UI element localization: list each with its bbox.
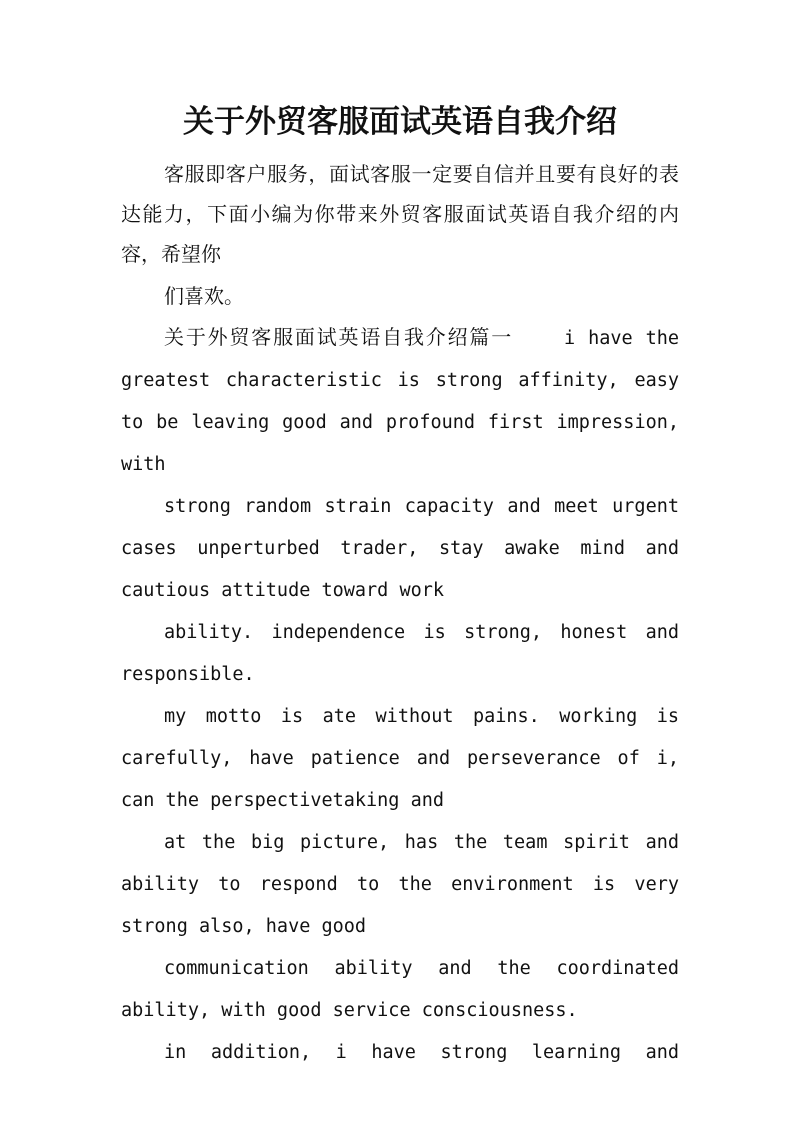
body-paragraph-1: strong random strain capacity and meet urgent cases unperturbed trader, stay awake mind and cautious attitude toward work <box>121 496 679 601</box>
document-body <box>121 154 679 1074</box>
body-paragraph-4: at the big picture, has the team spirit and ability to respond to the environment is very strong also, have good <box>121 832 679 937</box>
body-paragraph-5: communication ability and the coordinated ability, with good service consciousness. <box>121 958 679 1021</box>
section-heading: 关于外贸客服面试英语自我介绍篇一 <box>164 325 514 349</box>
document-title: 关于外贸客服面试英语自我介绍 <box>183 104 617 140</box>
body-paragraph-6: in addition, i have strong learning and <box>164 1042 679 1063</box>
body-paragraph-2: ability. independence is strong, honest and responsible. <box>121 622 679 685</box>
intro-paragraph: 客服即客户服务，面试客服一定要自信并且要有良好的表达能力，下面小编为你带来外贸客服面试英语自我介绍的内容，希望你 <box>121 162 679 266</box>
section-first-en: i have the greatest characteristic is strong affinity, easy to be leaving good and profound first impression, with <box>121 328 679 475</box>
body-paragraph-3: my motto is ate without pains. working is carefully, have patience and perseverance of i, can the perspectivetaking and <box>121 706 679 811</box>
section-first-paragraph <box>121 316 679 486</box>
intro-continuation: 们喜欢。 <box>164 284 244 308</box>
